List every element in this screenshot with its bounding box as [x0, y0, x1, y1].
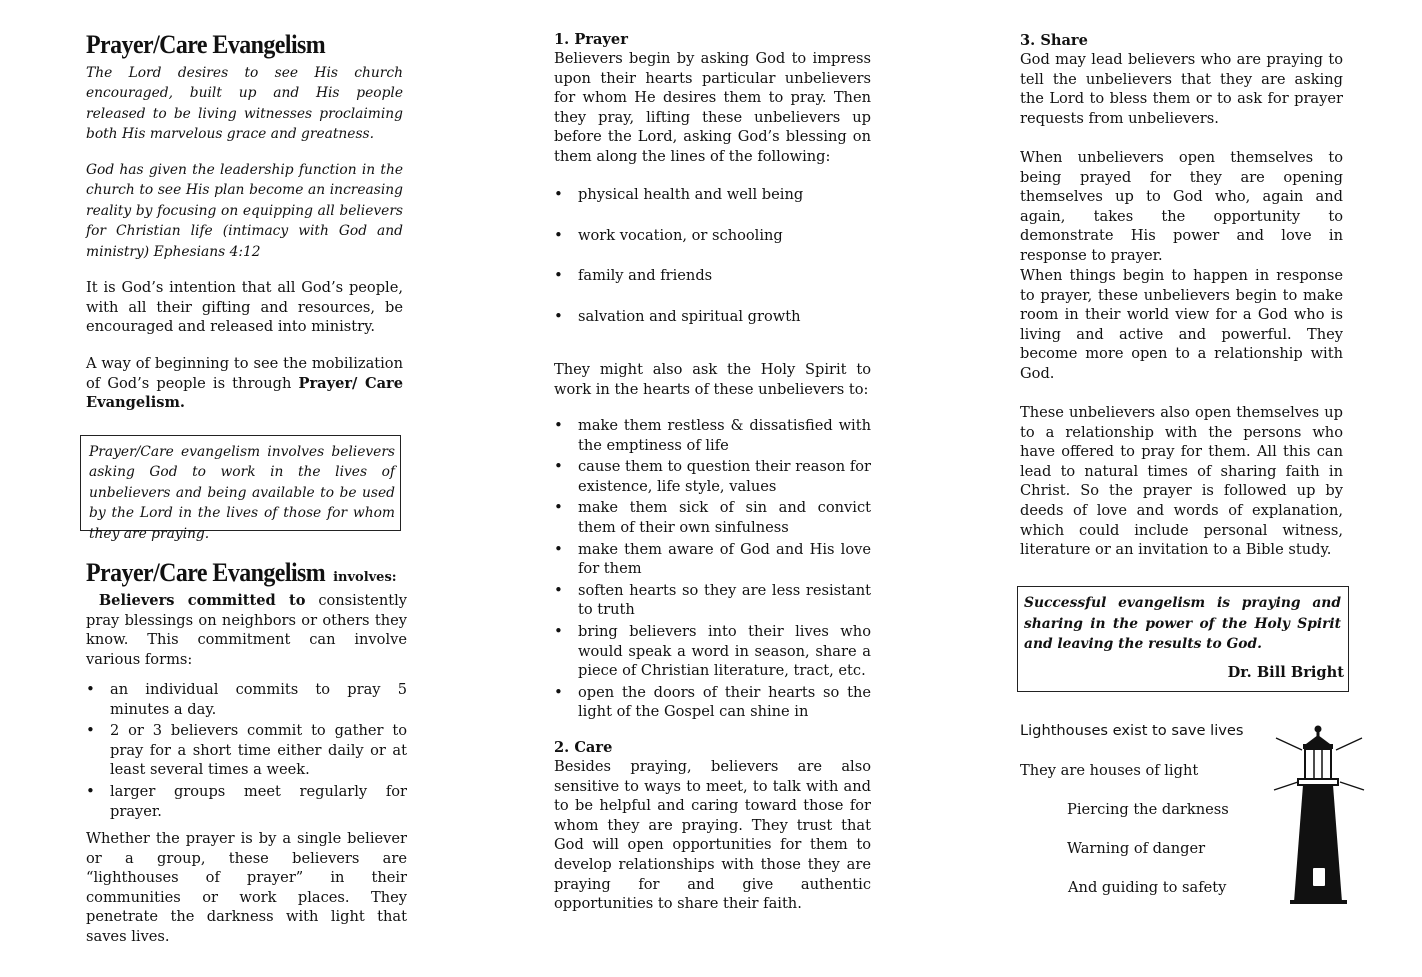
- committed-text: consistently pray blessings on neighbors or others they know. This commitment can involve various forms:: [86, 592, 407, 668]
- spirit-list: [554, 416, 871, 722]
- list-item: • physical health and well being: [554, 185, 871, 205]
- closing-paragraph: Whether the prayer is by a single believer or a group, these believers are “lighthouses of prayer” in their communities or work places. They penetrate the darkness with light that saves lives.: [86, 830, 407, 945]
- lighthouse-line: And guiding to safety: [1068, 879, 1227, 896]
- share-text-4: These unbelievers also open themselves up to a relationship with the persons who have offered to pray for them. All this can lead to natural times of sharing faith in Christ. So the prayer is followed up by deeds of love and words of explanation, which could include personal witness, literature or an invitation to a Bible study.: [1020, 404, 1343, 559]
- care-heading: 2. Care: [554, 739, 613, 756]
- list-item: • salvation and spiritual growth: [554, 307, 871, 327]
- list-item: • larger groups meet regularly for prayer.: [86, 782, 407, 821]
- list-item: • open the doors of their hearts so the light of the Gospel can shine in: [554, 683, 871, 722]
- share-text-3: When things begin to happen in response to prayer, these unbelievers begin to make room in their world view for a God who is living and active and powerful. They become more open to a relationship with God.: [1020, 267, 1343, 382]
- blessings-list: [554, 185, 871, 326]
- lighthouse-line: Warning of danger: [1067, 840, 1206, 857]
- quote-author: Dr. Bill Bright: [1227, 664, 1344, 681]
- list-item: • soften hearts so they are less resistant to truth: [554, 581, 871, 620]
- involves-suffix: involves:: [333, 570, 397, 585]
- list-item: • work vocation, or schooling: [554, 226, 871, 246]
- share-text-2: When unbelievers open themselves to being prayed for they are opening themselves up to God who, again and again, takes the opportunity to demonstrate His power and love in response to prayer.: [1020, 149, 1343, 264]
- definition-box: [80, 435, 401, 542]
- quote-text: Successful evangelism is praying and sharing in the power of the Holy Spirit and leaving the results to God.: [1024, 595, 1341, 652]
- committed-paragraph: [86, 591, 407, 669]
- mobilization-text: A way of beginning to see the mobilization of God’s people is through: [86, 355, 403, 392]
- lighthouse-heading: Lighthouses exist to save lives: [1020, 722, 1244, 739]
- prayer-text: Believers begin by asking God to impress upon their hearts particular unbelievers for whom He desires them to pray. Then they pray, lifting these unbelievers up before the Lord, asking God’s blessing on them along the lines of the following:: [554, 50, 871, 165]
- list-item: • make them sick of sin and convict them of their own sinfulness: [554, 498, 871, 537]
- page-title: Prayer/Care Evangelism: [86, 30, 326, 59]
- list-item: • an individual commits to pray 5 minutes a day.: [86, 680, 407, 719]
- intro-italic-1: The Lord desires to see His church encouraged, built up and His people released to be living witnesses proclaiming both His marvelous grace and greatness.: [86, 65, 403, 143]
- share-text-1: God may lead believers who are praying to tell the unbelievers that they are asking the Lord to bless them or to ask for prayer requests from unbelievers.: [1020, 51, 1343, 127]
- intro-italic-2: God has given the leadership function in the church to see His plan become an increasing reality by focusing on equipping all believers for Christian life (intimacy with God and ministry) Ephesians 4:12: [86, 162, 403, 260]
- share-heading: 3. Share: [1020, 32, 1088, 49]
- list-item: • bring believers into their lives who would speak a word in season, share a piece of Christian literature, tract, etc.: [554, 622, 871, 681]
- list-item: • make them restless & dissatisfied with the emptiness of life: [554, 416, 871, 455]
- prayer-heading: 1. Prayer: [554, 31, 628, 48]
- list-item: • 2 or 3 believers commit to gather to pray for a short time either daily or at least several times a week.: [86, 721, 407, 780]
- lighthouse-icon: [1270, 722, 1370, 907]
- involves-heading: [86, 558, 397, 588]
- mobilization-bold: Prayer/ Care Evangelism.: [86, 374, 404, 412]
- intention-paragraph: It is God’s intention that all God’s people, with all their gifting and resources, be encouraged and released into ministry.: [86, 279, 403, 336]
- care-text: Besides praying, believers are also sensitive to ways to meet, to talk with and to be helpful and caring toward those for whom they are praying. They trust that God will open opportunities for them to develop relationships with those they are praying for and give authentic opportunities to share their faith.: [554, 758, 871, 913]
- list-item: • family and friends: [554, 266, 871, 286]
- mobilization-paragraph: [86, 354, 403, 413]
- committed-bold: Believers committed to: [98, 592, 306, 609]
- lighthouse-line: They are houses of light: [1020, 762, 1199, 779]
- spirit-intro: They might also ask the Holy Spirit to work in the hearts of these unbelievers to:: [554, 361, 871, 398]
- list-item: • make them aware of God and His love for them: [554, 540, 871, 579]
- definition-text: Prayer/Care evangelism involves believers asking God to work in the lives of unbelievers and being available to be used by the Lord in the lives of those for whom they are praying.: [89, 444, 395, 542]
- quote-box: [1017, 586, 1349, 692]
- lighthouse-line: Piercing the darkness: [1067, 801, 1229, 818]
- list-item: • cause them to question their reason for existence, life style, values: [554, 457, 871, 496]
- involves-title: Prayer/Care Evangelism: [86, 558, 326, 587]
- forms-list: [86, 680, 407, 821]
